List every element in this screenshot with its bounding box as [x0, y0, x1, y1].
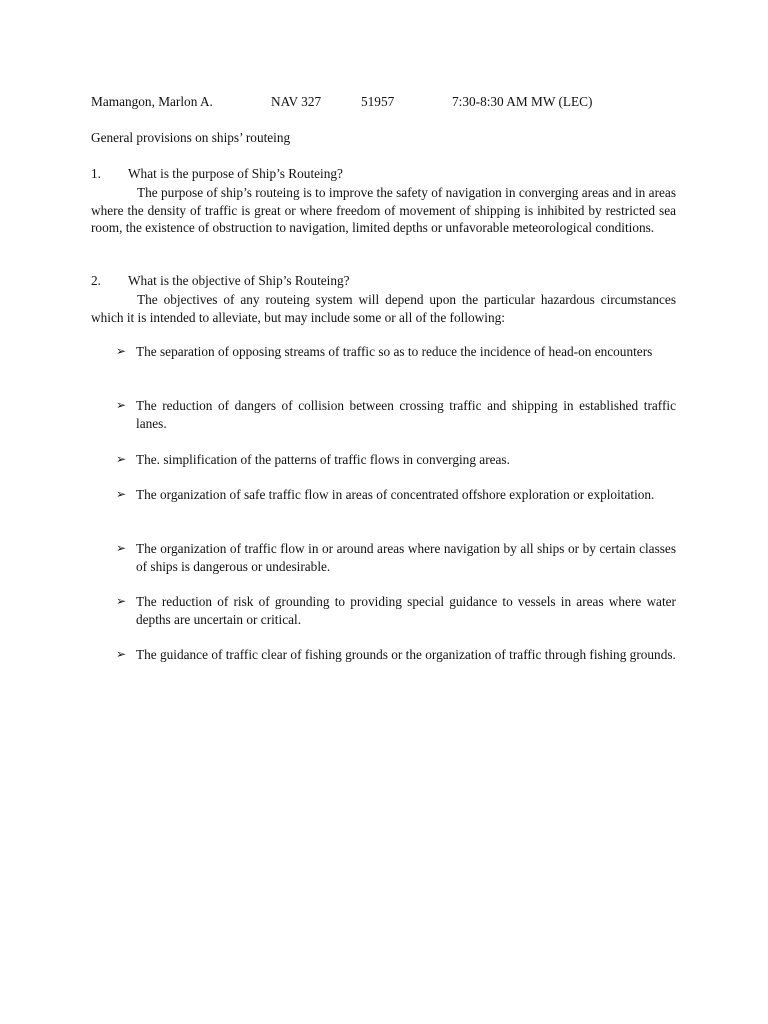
question-number: 2.: [91, 273, 101, 288]
question-block: [91, 273, 676, 326]
list-item: [110, 343, 676, 361]
student-name: Mamangon, Marlon A.: [91, 94, 213, 109]
list-item-text: The organization of traffic flow in or around areas where navigation by all ships or by certain classes of ships is dangerous or undesirable.: [136, 541, 676, 574]
section-title: General provisions on ships’ routeing: [91, 130, 291, 145]
arrow-bullet-icon: ➢: [116, 647, 127, 661]
list-item: [110, 540, 676, 576]
list-item: [110, 486, 676, 504]
question-text: What is the purpose of Ship’s Routeing?: [128, 166, 343, 181]
list-item: [110, 593, 676, 629]
course-code: NAV 327: [271, 94, 322, 109]
arrow-bullet-icon: ➢: [116, 487, 127, 501]
arrow-bullet-icon: ➢: [116, 452, 127, 466]
objectives-list: [110, 343, 676, 662]
question-block: [91, 166, 676, 237]
header-line: [91, 94, 691, 112]
list-item-text: The reduction of risk of grounding to providing special guidance to vessels in areas where water depths are uncertain or critical.: [136, 594, 676, 627]
list-item-text: The reduction of dangers of collision between crossing traffic and shipping in established traffic lanes.: [136, 398, 676, 431]
arrow-bullet-icon: ➢: [116, 594, 127, 608]
list-item-text: The organization of safe traffic flow in areas of concentrated offshore exploration or exploitation.: [136, 487, 655, 502]
question-text: What is the objective of Ship’s Routeing?: [128, 273, 350, 288]
answer-paragraph: The purpose of ship’s routeing is to improve the safety of navigation in converging areas and in areas where the density of traffic is great or where freedom of movement of shipping is inhibited by restricted sea room, the existence of obstruction to navigation, limited depths or unfavorable meteorological conditions.: [91, 185, 676, 236]
question-line: [91, 166, 676, 184]
list-item-text: The guidance of traffic clear of fishing grounds or the organization of traffic through fishing grounds.: [136, 647, 676, 662]
class-code: 51957: [361, 94, 395, 109]
arrow-bullet-icon: ➢: [116, 398, 127, 412]
arrow-bullet-icon: ➢: [116, 541, 127, 555]
question-line: [91, 273, 676, 291]
list-item: [110, 451, 676, 469]
question-number: 1.: [91, 166, 101, 181]
answer-paragraph: The objectives of any routeing system will depend upon the particular hazardous circumstances which it is intended to alleviate, but may include some or all of the following:: [91, 292, 676, 325]
class-schedule: 7:30-8:30 AM MW (LEC): [452, 94, 593, 109]
list-item: [110, 646, 676, 664]
list-item-text: The separation of opposing streams of traffic so as to reduce the incidence of head-on encounters: [136, 344, 653, 359]
list-item: [110, 397, 676, 433]
arrow-bullet-icon: ➢: [116, 344, 127, 358]
list-item-text: The. simplification of the patterns of traffic flows in converging areas.: [136, 452, 510, 467]
